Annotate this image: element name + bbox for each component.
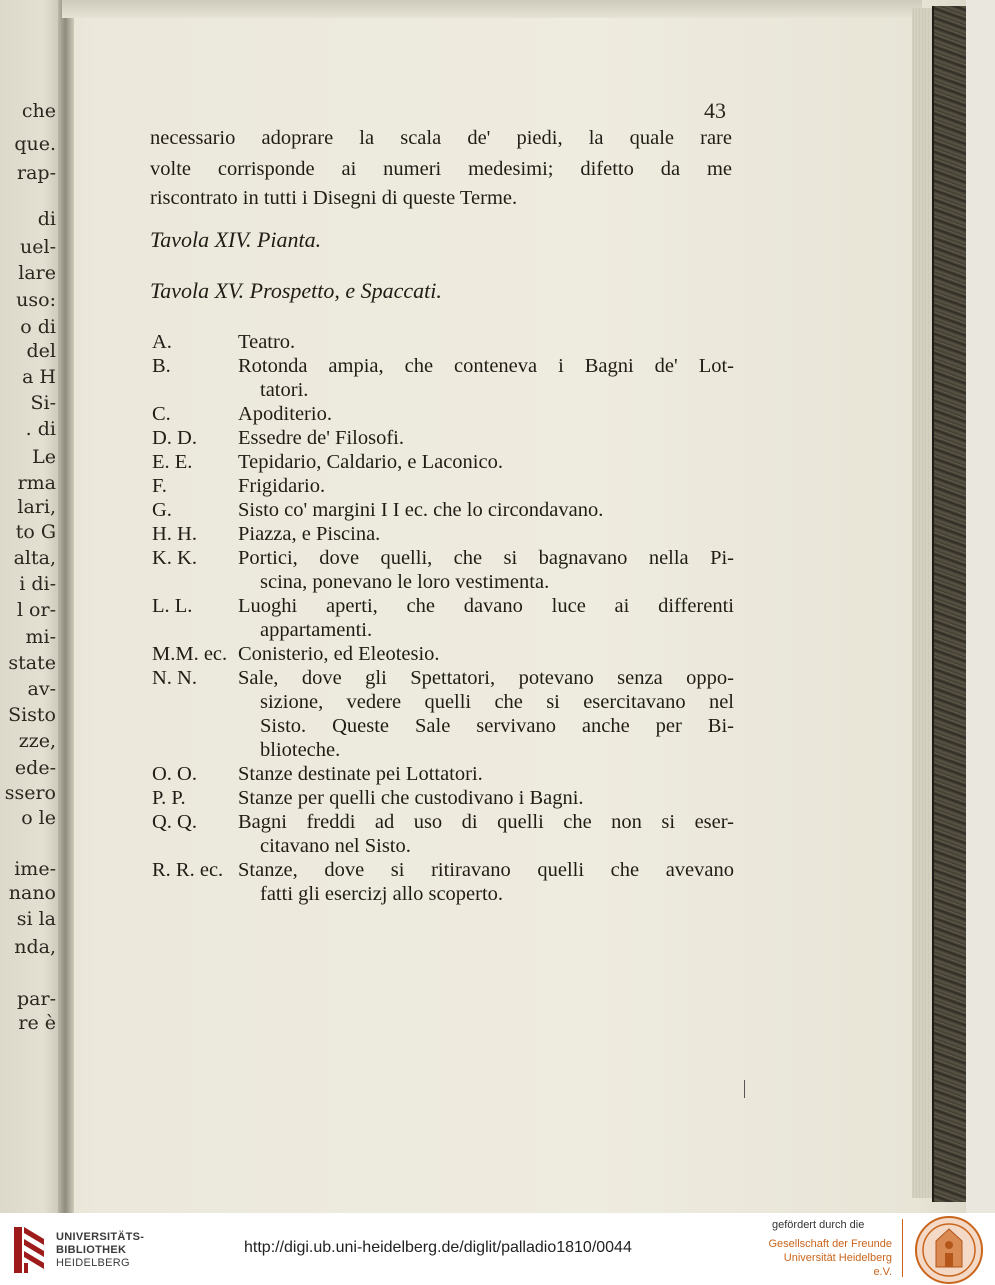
book-edge xyxy=(912,0,995,1213)
legend-key: C. xyxy=(152,403,171,425)
previous-page-fragment: lari, xyxy=(17,496,56,518)
sponsor-name-line: Gesellschaft der Freunde xyxy=(768,1238,892,1250)
previous-page-fragment: ssero xyxy=(4,782,56,804)
library-name-line: UNIVERSITÄTS- xyxy=(56,1231,145,1243)
previous-page-fragment: del xyxy=(26,340,56,362)
legend-key: D. D. xyxy=(152,427,197,449)
page-number: 43 xyxy=(704,98,726,123)
plate-caption-xv: Tavola XV. Prospetto, e Spaccati. xyxy=(150,278,442,303)
legend-description: Stanze, dove si ritiravano quelli che avevano xyxy=(238,859,734,881)
legend-description: Frigidario. xyxy=(238,475,326,497)
previous-page-fragment: o le xyxy=(21,807,56,829)
previous-page-fragment: uel- xyxy=(20,236,56,258)
legend-key: F. xyxy=(152,475,167,497)
legend-description: Conisterio, ed Eleotesio. xyxy=(238,643,440,665)
plate-caption-xiv: Tavola XIV. Pianta. xyxy=(150,227,322,252)
legend-description: Sale, dove gli Spettatori, potevano senza oppo- xyxy=(238,667,734,689)
viewer-footer xyxy=(0,1213,995,1285)
legend-key: R. R. ec. xyxy=(152,859,224,881)
legend-description: Rotonda ampia, che conteneva i Bagni de' Lot- xyxy=(238,355,734,377)
previous-page-fragment: che xyxy=(21,100,56,122)
previous-page-fragment: alta, xyxy=(13,547,56,569)
previous-page-fragment: state xyxy=(8,652,56,674)
previous-page-fragment: Le xyxy=(32,446,56,468)
intro-line: necessario adoprare la scala de' piedi, la quale rare xyxy=(150,127,732,149)
previous-page-fragment: ede- xyxy=(14,757,56,779)
legend-description-continued: tatori. xyxy=(260,379,309,401)
previous-page-fragment: rma xyxy=(17,472,56,494)
previous-page-fragment: l or- xyxy=(16,599,56,621)
scan-mark xyxy=(744,1080,745,1098)
previous-page-fragment: nano xyxy=(8,882,56,904)
legend-description: Tepidario, Caldario, e Laconico. xyxy=(238,451,503,473)
previous-page-fragment: nda, xyxy=(14,936,56,958)
legend-description-continued: fatti gli esercizj allo scoperto. xyxy=(260,883,504,905)
legend-description: Luoghi aperti, che davano luce ai differenti xyxy=(238,595,734,617)
previous-page-fragment: . di xyxy=(25,418,56,440)
legend-description: Sisto co' margini I I ec. che lo circondavano. xyxy=(238,499,604,521)
legend-key: A. xyxy=(152,331,172,353)
legend-description: Essedre de' Filosofi. xyxy=(238,427,404,449)
legend-key: P. P. xyxy=(152,787,186,809)
legend-description-continued: Sisto. Queste Sale servivano anche per Bi- xyxy=(260,715,734,737)
previous-page-fragment: di xyxy=(37,208,56,230)
previous-page-fragment: zze, xyxy=(18,730,56,752)
sponsor-name xyxy=(764,1237,892,1279)
legend-key: K. K. xyxy=(152,547,197,569)
previous-page-fragment: que. xyxy=(14,133,56,155)
previous-page-fragment: o di xyxy=(20,316,56,338)
previous-page-fragment: Si- xyxy=(30,392,56,414)
book-gutter xyxy=(58,0,74,1213)
previous-page-fragment: lare xyxy=(18,262,56,284)
library-name xyxy=(56,1231,144,1270)
footer-divider xyxy=(902,1219,903,1277)
previous-page-fragment: i di- xyxy=(19,573,56,595)
university-seal-icon xyxy=(914,1215,984,1285)
legend-key: O. O. xyxy=(152,763,197,785)
legend-description: Apoditerio. xyxy=(238,403,332,425)
previous-page-fragment: par- xyxy=(17,988,56,1010)
permalink-url[interactable]: http://digi.ub.uni-heidelberg.de/diglit/palladio1810/0044 xyxy=(244,1239,632,1256)
previous-page-fragment: mi- xyxy=(25,626,56,648)
legend-key: H. H. xyxy=(152,523,197,545)
library-logo-icon xyxy=(10,1223,50,1277)
previous-page-fragment: si la xyxy=(16,908,56,930)
page-stack xyxy=(912,8,934,1198)
legend-key: N. N. xyxy=(152,667,197,689)
previous-page-fragment: uso: xyxy=(16,289,56,311)
page-top-edge xyxy=(62,0,922,18)
marbled-cover xyxy=(932,6,968,1202)
legend-description: Piazza, e Piscina. xyxy=(238,523,381,545)
legend-description-continued: blioteche. xyxy=(260,739,341,761)
sponsor-name-line: Universität Heidelberg e.V. xyxy=(783,1252,892,1278)
previous-page-fragment: re è xyxy=(18,1012,56,1034)
legend-description: Portici, dove quelli, che si bagnavano nella Pi- xyxy=(238,547,734,569)
intro-line: riscontrato in tutti i Disegni di queste Terme. xyxy=(150,187,518,209)
previous-page-fragment: av- xyxy=(27,678,56,700)
legend-key: Q. Q. xyxy=(152,811,197,833)
legend-description: Stanze per quelli che custodivano i Bagni. xyxy=(238,787,584,809)
previous-page-fragment: a H xyxy=(22,366,56,388)
previous-page-fragment: ime- xyxy=(14,858,56,880)
legend-description: Stanze destinate pei Lottatori. xyxy=(238,763,483,785)
legend-key: G. xyxy=(152,499,172,521)
sponsor-intro: gefördert durch die xyxy=(772,1219,865,1231)
legend-key: L. L. xyxy=(152,595,193,617)
intro-line: volte corrisponde ai numeri medesimi; difetto da me xyxy=(150,158,732,180)
legend-description-continued: appartamenti. xyxy=(260,619,373,641)
legend-key: E. E. xyxy=(152,451,193,473)
legend-description: Bagni freddi ad uso di quelli che non si eser- xyxy=(238,811,734,833)
library-name-line: BIBLIOTHEK xyxy=(56,1244,127,1256)
legend-description-continued: citavano nel Sisto. xyxy=(260,835,411,857)
library-name-line: HEIDELBERG xyxy=(56,1257,130,1269)
legend-description: Teatro. xyxy=(238,331,296,353)
legend-description-continued: sizione, vedere quelli che si esercitavano nel xyxy=(260,691,734,713)
scan-background xyxy=(966,0,995,1213)
previous-page-fragment: rap- xyxy=(17,162,56,184)
legend-key: M.M. ec. xyxy=(152,643,228,665)
previous-page-fragment: to G xyxy=(15,521,56,543)
legend-key: B. xyxy=(152,355,171,377)
previous-page-fragment: Sisto xyxy=(8,704,56,726)
previous-page-edge xyxy=(0,0,62,1213)
legend-description-continued: scina, ponevano le loro vestimenta. xyxy=(260,571,550,593)
